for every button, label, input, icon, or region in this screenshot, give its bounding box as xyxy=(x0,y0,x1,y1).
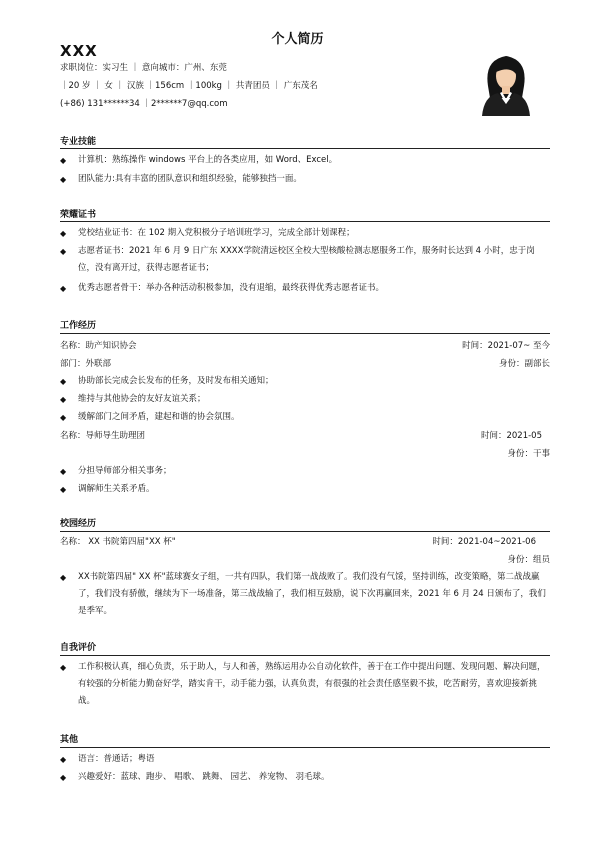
list-item: ◆ 协助部长完成会长发布的任务，及时发布相关通知； xyxy=(60,373,550,390)
section-title-campus: 校园经历 xyxy=(60,519,97,529)
work-entry-role: 身份：副部长 xyxy=(498,359,550,369)
section-divider xyxy=(60,747,550,748)
list-item: ◆ 缓解部门之间矛盾，建起和谐的协会氛围。 xyxy=(60,409,550,426)
diamond-bullet-icon: ◆ xyxy=(60,467,67,476)
list-item: ◆ 团队能力:具有丰富的团队意识和组织经验，能够独挡一面。 xyxy=(60,171,550,188)
section-divider xyxy=(60,531,550,532)
list-item: ◆ 优秀志愿者骨干：举办各种活动积极参加，没有退缩，最终获得优秀志愿者证书。 xyxy=(60,280,550,297)
work-entry-time: 时间：2021-05 xyxy=(480,431,542,441)
diamond-bullet-icon: ◆ xyxy=(60,284,67,293)
section-title-honors: 荣耀证书 xyxy=(60,210,97,220)
campus-entry-time: 时间：2021-04~2021-06 xyxy=(432,537,536,547)
section-title-skills: 专业技能 xyxy=(60,137,97,147)
diamond-bullet-icon: ◆ xyxy=(60,229,67,238)
list-item: ◆ 维持与其他协会的友好友谊关系； xyxy=(60,391,550,408)
work-entry-header xyxy=(60,429,550,441)
campus-entry-role: 身份：组员 xyxy=(507,555,550,565)
work-entry-header xyxy=(60,339,550,351)
section-title-work: 工作经历 xyxy=(60,321,97,331)
diamond-bullet-icon: ◆ xyxy=(60,156,67,165)
list-item: ◆ 工作积极认真，细心负责，乐于助人，与人和善，熟练运用办公自动化软件，善于在工作中提出问题、发现问题、解决问题，有较强的分析能力勤奋好学，踏实肯干，动手能力强，认真负责，有很强的社会责任感坚毅不拔，吃苦耐劳，喜欢迎接新挑战。 xyxy=(60,659,550,710)
section-divider xyxy=(60,333,550,334)
document-title: 个人简历 xyxy=(271,32,324,47)
work-entry-name: 名称：助产知识协会 xyxy=(60,341,137,351)
diamond-bullet-icon: ◆ xyxy=(60,413,67,422)
work-entry-dept: 部门：外联部 xyxy=(60,359,112,369)
list-item: ◆ 分担导师部分相关事务； xyxy=(60,463,550,480)
list-item: ◆ 调解师生关系矛盾。 xyxy=(60,481,550,498)
list-item: ◆ 计算机：熟练操作 windows 平台上的各类应用，如 Word、Excel。 xyxy=(60,152,550,169)
list-item: ◆ 志愿者证书：2021 年 6 月 9 日广东 XXXX学院清远校区全校大型核酸检测志愿服务工作，服务时长达到 4 小时，忠于岗位，没有离开过，获得志愿者证书； xyxy=(60,243,550,277)
diamond-bullet-icon: ◆ xyxy=(60,175,67,184)
work-entry-time: 时间：2021-07~ 至今 xyxy=(462,341,550,351)
diamond-bullet-icon: ◆ xyxy=(60,485,67,494)
diamond-bullet-icon: ◆ xyxy=(60,377,67,386)
diamond-bullet-icon: ◆ xyxy=(60,247,67,256)
list-item: ◆ 语言：普通话；粤语 xyxy=(60,751,550,768)
candidate-name: XXX xyxy=(60,42,98,60)
list-item: ◆ 兴趣爱好：蓝球、跑步、 唱歌、 跳舞、 园艺、 养宠物、 羽毛球。 xyxy=(60,769,550,786)
campus-entry-header xyxy=(60,535,550,547)
campus-entry-name: 名称： XX 书院第四届"XX 杯" xyxy=(60,537,176,547)
diamond-bullet-icon: ◆ xyxy=(60,573,67,582)
profile-photo-icon xyxy=(474,46,538,116)
list-item: ◆ 党校结业证书：在 102 期入党积极分子培训班学习，完成全部计划课程； xyxy=(60,225,550,242)
section-title-other: 其他 xyxy=(60,735,79,745)
diamond-bullet-icon: ◆ xyxy=(60,395,67,404)
job-intent-line: 求职岗位：实习生 ｜ 意向城市：广州、东莞 xyxy=(60,63,227,73)
diamond-bullet-icon: ◆ xyxy=(60,663,67,672)
work-entry-name: 名称：导师导生助理团 xyxy=(60,431,146,441)
section-title-self: 自我评价 xyxy=(60,643,97,653)
list-item: ◆ XX书院第四届" XX 杯"蓝球赛女子组，一共有四队，我们第一战战败了。我们没有气馁，坚持训练，改变策略，第二战战赢了，我们没有骄傲，继续为下一场准备，第三战战输了，我们相互鼓励，说下次再赢回来，2021 年 6 月 24 日颁布了，我们是季军。 xyxy=(60,569,550,620)
work-entry-subheader xyxy=(60,357,550,369)
section-divider xyxy=(60,148,550,149)
section-divider xyxy=(60,655,550,656)
personal-info-line: ｜20 岁 ｜ 女 ｜ 汉族 ｜156cm ｜100kg ｜ 共青团员 ｜ 广东茂名 xyxy=(60,81,318,91)
work-entry-role: 身份：干事 xyxy=(507,449,550,459)
section-divider xyxy=(60,221,550,222)
diamond-bullet-icon: ◆ xyxy=(60,773,67,782)
contact-line: (+86) 131******34 ｜2******7@qq.com xyxy=(60,99,228,109)
diamond-bullet-icon: ◆ xyxy=(60,755,67,764)
